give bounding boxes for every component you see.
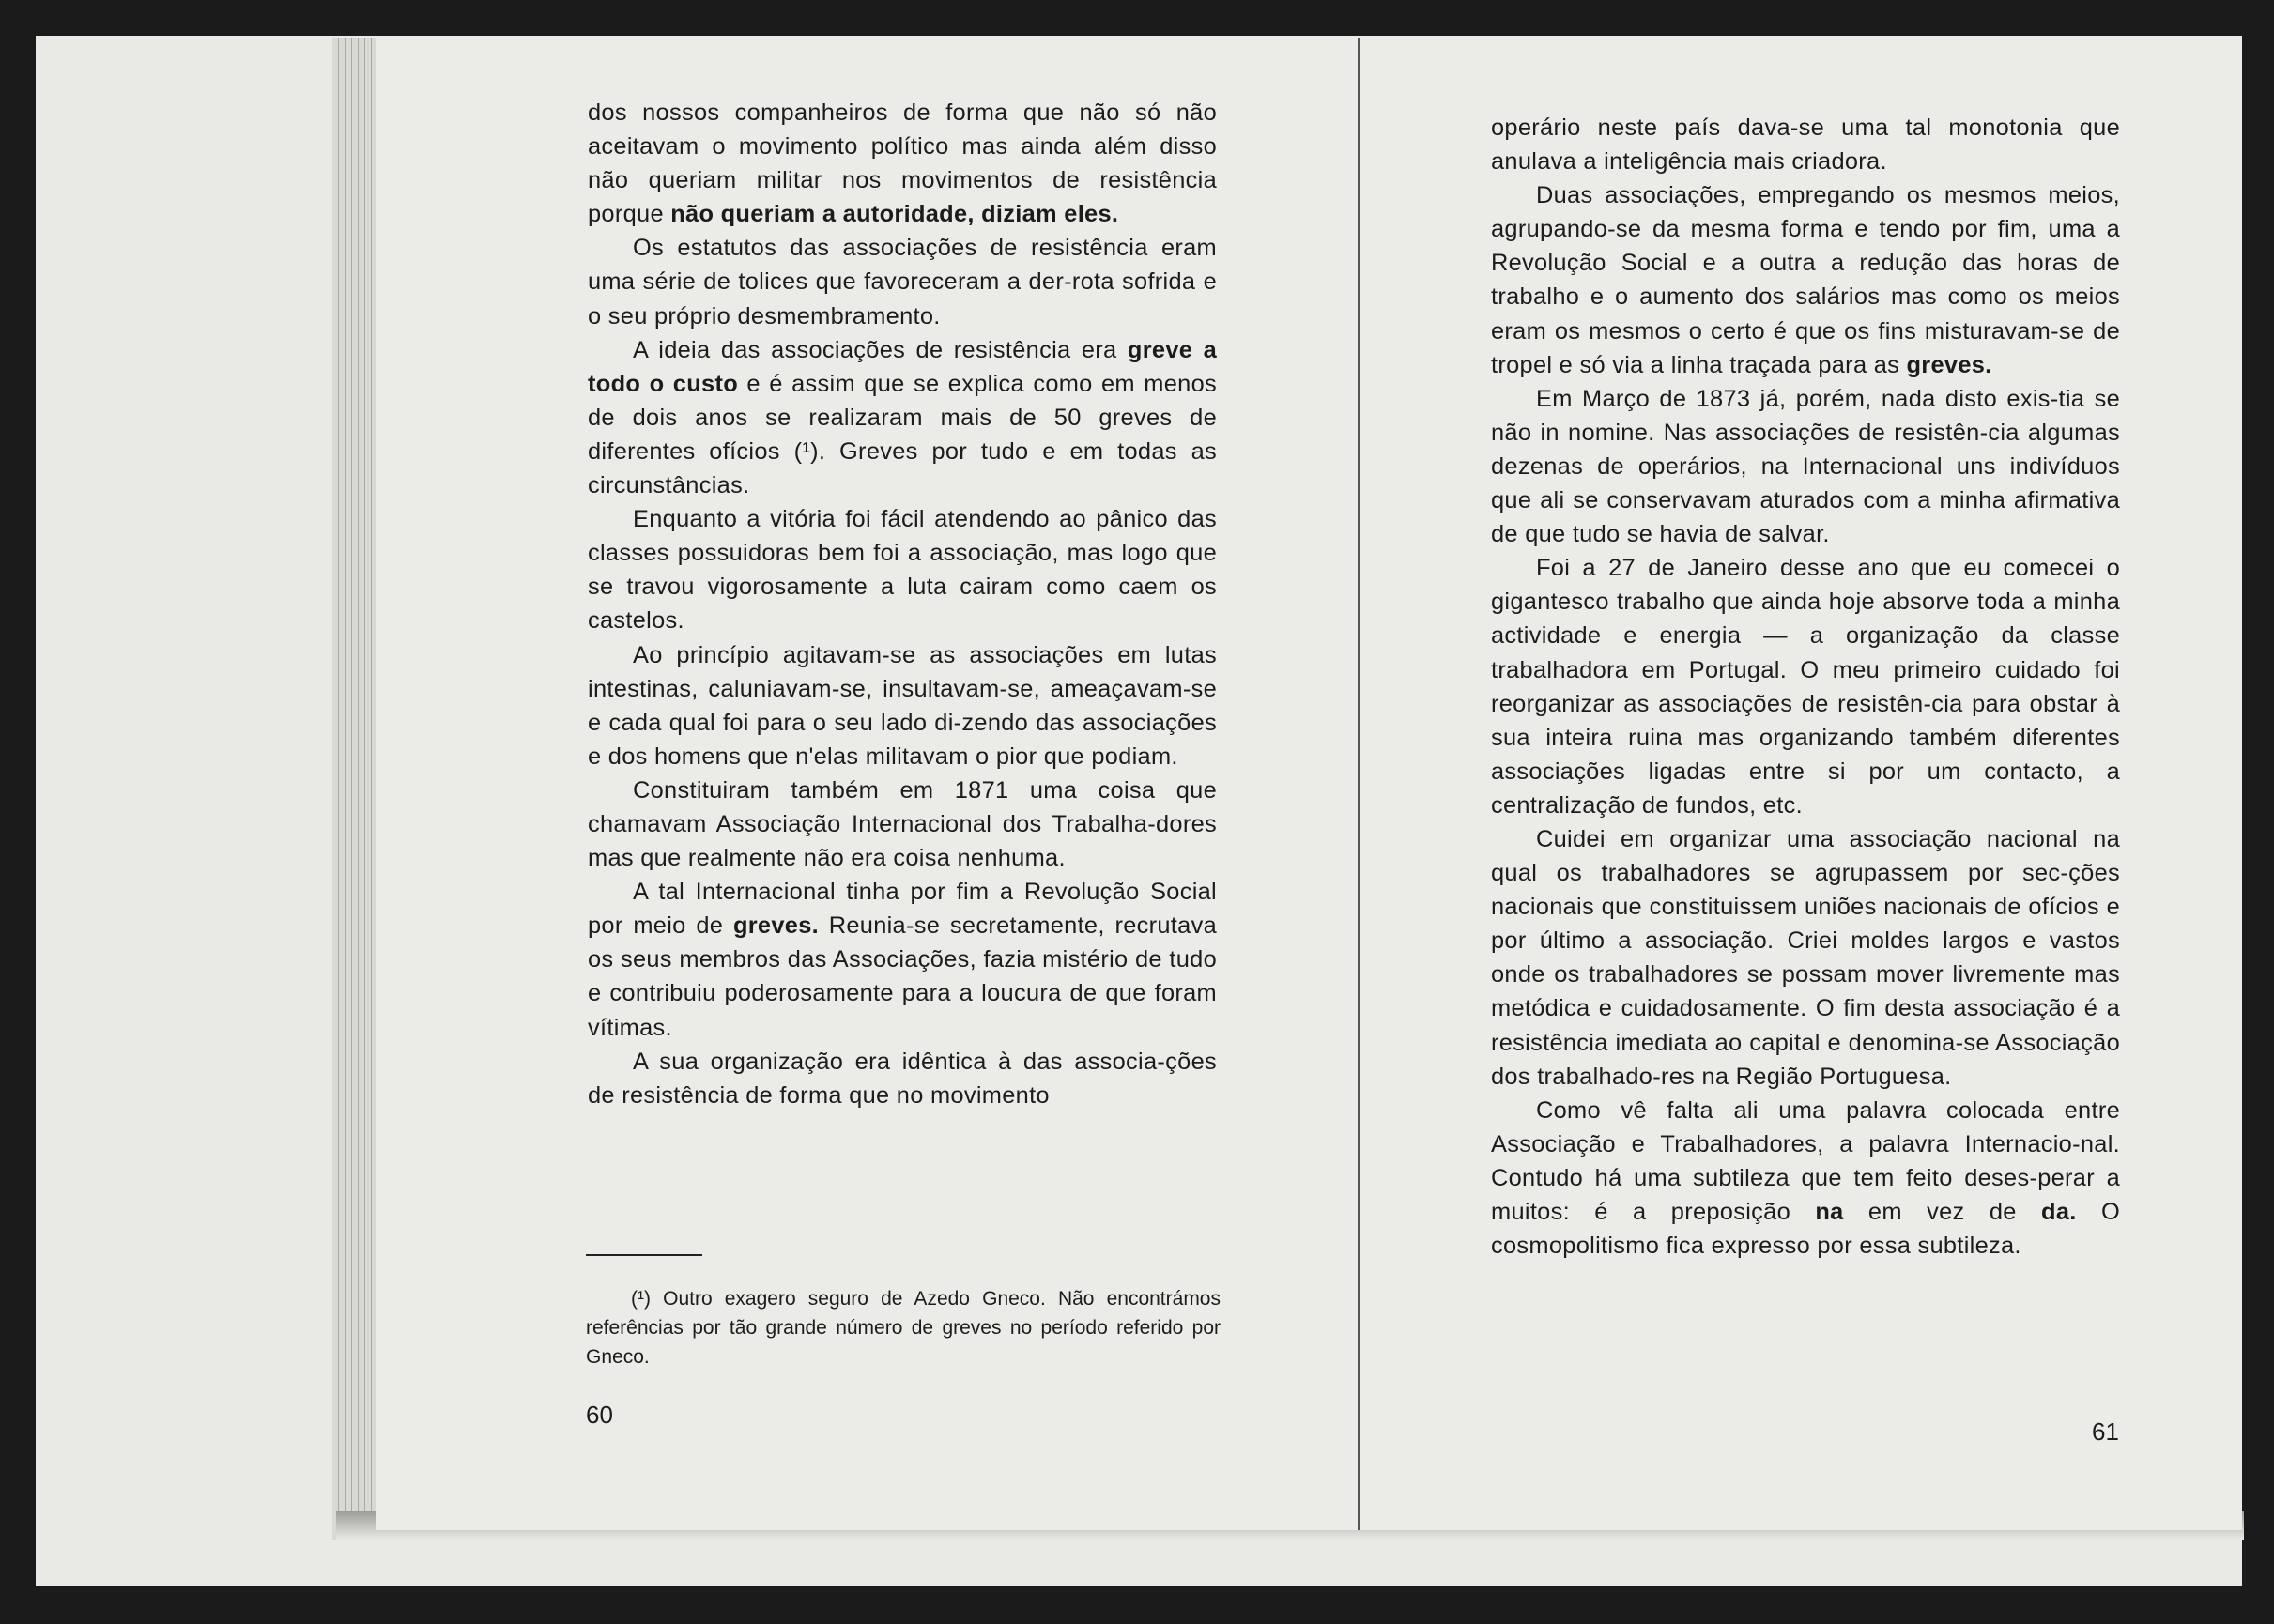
paragraph: dos nossos companheiros de forma que não só não aceitavam o movimento político mas ainda além disso não queriam militar nos movimentos de resistência porque não queriam a autoridade, diziam eles. <box>588 100 1217 228</box>
paragraph: operário neste país dava-se uma tal monotonia que anulava a inteligência mais criadora. <box>1491 115 2120 176</box>
footnote-rule <box>586 1254 702 1256</box>
paragraph: A tal Internacional tinha por fim a Revolução Social por meio de greves. Reunia-se secretamente, recrutava os seus membros das Associações, fazia mistério de tudo e contribuiu poderosamente para a loucura de que foram vítimas. <box>588 879 1217 1041</box>
page-right <box>1360 38 2242 1530</box>
paragraph: Como vê falta ali uma palavra colocada entre Associação e Trabalhadores, a palavra Internacio-nal. Contudo há uma subtileza que tem feito deses-perar a muitos: é a preposição na em vez de da. O cosmopolitismo fica expresso por essa subtileza. <box>1491 1096 2120 1260</box>
left-text-column <box>588 96 1217 1112</box>
paragraph: A ideia das associações de resistência era greve a todo o custo e é assim que se explica como em menos de dois anos se realizaram mais de 50 greves de diferentes ofícios (¹). Greves por tudo e em todas as circunstâncias. <box>588 336 1218 499</box>
right-text-column <box>1491 111 2120 1263</box>
paragraph: Em Março de 1873 já, porém, nada disto exis-tia se não in nomine. Nas associações de resistên-cia algumas dezenas de operários, na Internacional uns indivíduos que ali se conservavam aturados com a minha afirmativa de que tudo se havia de salvar. <box>1491 385 2120 548</box>
page-left <box>376 38 1360 1530</box>
paragraph: Duas associações, empregando os mesmos meios, agrupando-se da mesma forma e tendo por fim, uma a Revolução Social e a outra a redução das horas de trabalho e o aumento dos salários mas como os meios eram os mesmos o certo é que os fins misturavam-se de tropel e só via a linha traçada para as greves. <box>1491 182 2120 378</box>
page-stack-edge <box>332 38 379 1540</box>
paragraph: Os estatutos das associações de resistência eram uma série de tolices que favoreceram a der-rota sofrida e o seu próprio desmembramento. <box>588 235 1217 329</box>
paragraph: Ao princípio agitavam-se as associações em lutas intestinas, caluniavam-se, insultavam-se, ameaçavam-se e cada qual foi para o seu lado di-zendo das associações e dos homens que n'elas militavam o pior que podiam. <box>588 641 1217 770</box>
page-number-right: 61 <box>2092 1417 2119 1446</box>
page-number-left: 60 <box>586 1401 613 1429</box>
paragraph: A sua organização era idêntica à das associa-ções de resistência de forma que no movimento <box>588 1048 1217 1109</box>
paragraph: Cuidei em organizar uma associação nacional na qual os trabalhadores se agrupassem por sec-ções nacionais que constituissem uniões nacionais de ofícios e por último a associação. Criei moldes largos e vastos onde os trabalhadores se possam mover livremente mas metódica e cuidadosamente. O fim desta associação é a resistência imediata ao capital e denomina-se Associação dos trabalhado-res na Região Portuguesa. <box>1491 825 2120 1090</box>
paragraph: Constituiram também em 1871 uma coisa que chamavam Associação Internacional dos Trabalha-dores mas que realmente não era coisa nenhuma. <box>588 776 1217 872</box>
paragraph: Enquanto a vitória foi fácil atendendo ao pânico das classes possuidoras bem foi a associação, mas logo que se travou vigorosamente a luta cairam como caem os castelos. <box>588 506 1217 635</box>
footnote: (¹) Outro exagero seguro de Azedo Gneco. Não encontrámos referências por tão grande número de greves no período referido por Gneco. <box>586 1288 1221 1368</box>
paragraph: Foi a 27 de Janeiro desse ano que eu comecei o gigantesco trabalho que ainda hoje absorve toda a minha actividade e energia — a organização da classe trabalhadora em Portugal. O meu primeiro cuidado foi reorganizar as associações de resistên-cia para obstar à sua inteira ruina mas organizando também diferentes associações ligadas entre si por um contacto, a centralização de fundos, etc. <box>1491 555 2120 819</box>
